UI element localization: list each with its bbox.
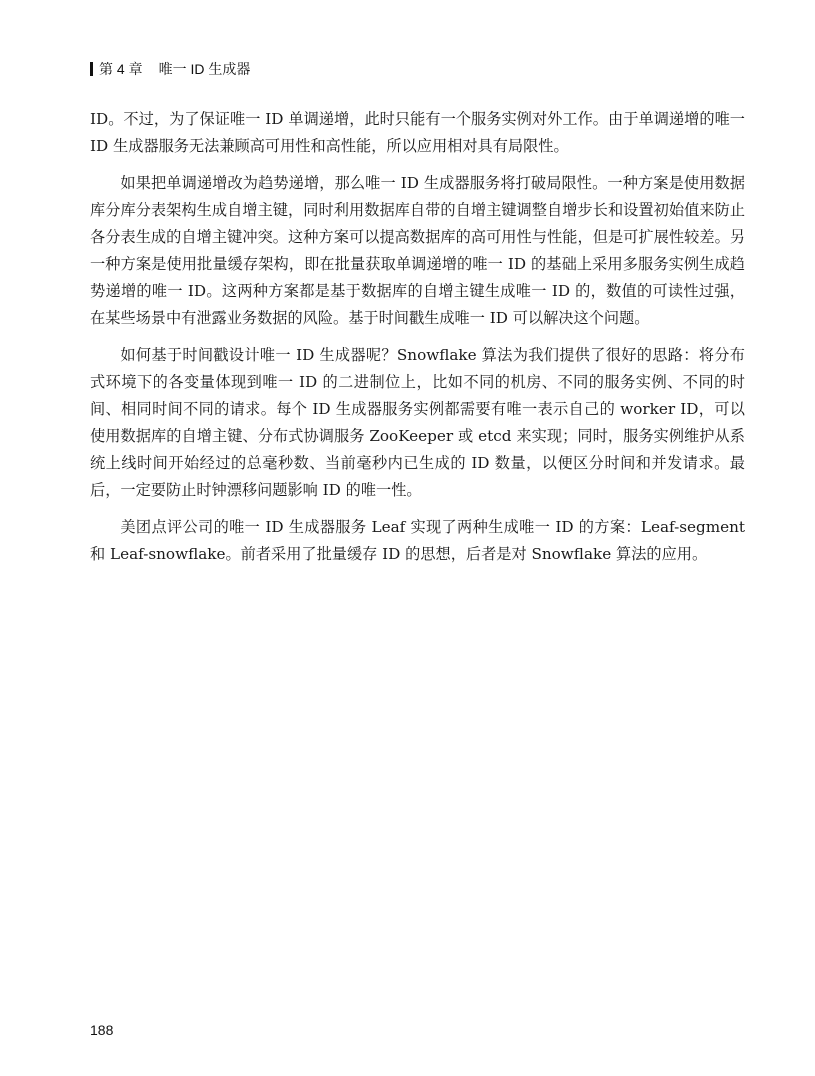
paragraph: 如果把单调递增改为趋势递增，那么唯一 ID 生成器服务将打破局限性。一种方案是使用数据库分库分表架构生成自增主键，同时利用数据库自带的自增主键调整自增步长和设置初始值来防止各分表生成的自增主键冲突。这种方案可以提高数据库的高可用性与性能，但是可扩展性较差。另一种方案是使用批量缓存架构，即在批量获取单调递增的唯一 ID 的基础上采用多服务实例生成趋势递增的唯一 ID。这两种方案都是基于数据库的自增主键生成唯一 ID 的，数值的可读性过强，在某些场景中有泄露业务数据的风险。基于时间戳生成唯一 ID 可以解决这个问题。	[90, 174, 745, 327]
paragraph-continued: ID。不过，为了保证唯一 ID 单调递增，此时只能有一个服务实例对外工作。由于单调递增的唯一 ID 生成器服务无法兼顾高可用性和高性能，所以应用相对具有局限性。	[90, 110, 745, 155]
chapter-title: 唯一 ID 生成器	[158, 61, 251, 77]
running-header	[90, 60, 250, 78]
body-text	[90, 106, 745, 578]
header-bar-mark	[90, 62, 93, 76]
chapter-label: 第 4 章	[99, 61, 143, 77]
paragraph: 美团点评公司的唯一 ID 生成器服务 Leaf 实现了两种生成唯一 ID 的方案：Leaf-segment 和 Leaf-snowflake。前者采用了批量缓存 ID 的思想，后者是对 Snowflake 算法的应用。	[90, 518, 745, 563]
page-number: 188	[90, 1022, 114, 1038]
paragraph: 如何基于时间戳设计唯一 ID 生成器呢？Snowflake 算法为我们提供了很好的思路：将分布式环境下的各变量体现到唯一 ID 的二进制位上，比如不同的机房、不同的服务实例、不同的时间、相同时间不同的请求。每个 ID 生成器服务实例都需要有唯一表示自己的 worker ID，可以使用数据库的自增主键、分布式协调服务 ZooKeeper 或 etcd 来实现；同时，服务实例维护从系统上线时间开始经过的总毫秒数、当前毫秒内已生成的 ID 数量，以便区分时间和并发请求。最后，一定要防止时钟漂移问题影响 ID 的唯一性。	[90, 346, 745, 499]
